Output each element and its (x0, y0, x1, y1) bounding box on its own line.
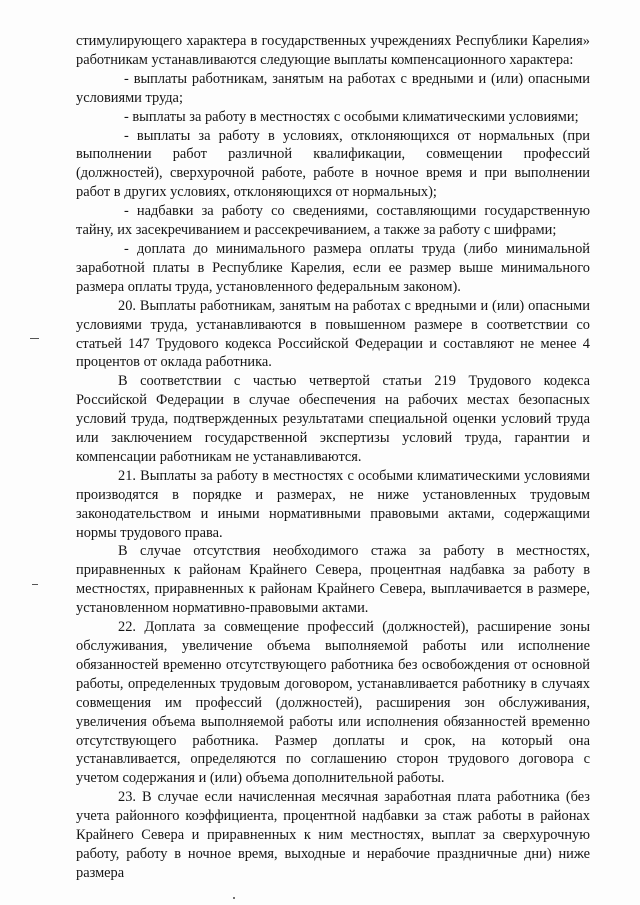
list-item-state-secret: - надбавки за работу со сведениями, составляющими государственную тайну, их засекречиванием и рассекречиванием, а также за работу с шифрами; (76, 203, 590, 239)
scan-mark-left-1 (30, 338, 39, 339)
scan-mark-left-2 (32, 584, 38, 585)
paragraph-21-continued: В случае отсутствия необходимого стажа за работу в местностях, приравненных к районам Крайнего Севера, процентная надбавка за работу в местностях, приравненных к районам Крайнего Севера, выплачивается в размере, установленном нормативно-правовыми актами. (76, 543, 590, 617)
scan-dot-bottom (233, 897, 235, 899)
list-item-minimum-wage: - доплата до минимального размера оплаты труда (либо минимальной заработной платы в Республике Карелия, если ее размер выше минимального размера оплаты труда, установленного федеральным законом). (76, 240, 590, 295)
list-item-harmful-conditions: - выплаты работникам, занятым на работах с вредными и (или) опасными условиями труда; (76, 70, 590, 106)
document-body (76, 32, 590, 883)
list-item-abnormal-conditions: - выплаты за работу в условиях, отклоняющихся от нормальных (при выполнении работ различной квалификации, совмещении профессий (должностей), сверхурочной работе, работе в ночное время и при выполнении работ в других условиях, отклоняющихся от нормальных); (76, 127, 590, 201)
paragraph-23: 23. В случае если начисленная месячная заработная плата работника (без учета районного коэффициента, процентной надбавки за стаж работы в районах Крайнего Севера и приравненных к ним местностях, выплат за сверхурочную работу, работу в ночное время, выходные и нерабочие праздничные дни) ниже размера (76, 789, 590, 881)
list-item-climatic-conditions: - выплаты за работу в местностях с особыми климатическими условиями; (124, 108, 579, 125)
paragraph-21: 21. Выплаты за работу в местностях с особыми климатическими условиями производятся в порядке и размерах, не ниже установленных трудовым законодательством и иными нормативными правовыми актами, содержащими нормы трудового права. (76, 467, 590, 541)
paragraph-intro: стимулирующего характера в государственных учреждениях Республики Карелия» работникам устанавливаются следующие выплаты компенсационного характера: (76, 33, 590, 68)
paragraph-20-continued: В соответствии с частью четвертой статьи 219 Трудового кодекса Российской Федерации в случае обеспечения на рабочих местах безопасных условий труда, подтвержденных результатами специальной оценки условий труда или заключением государственной экспертизы условий труда, гарантии и компенсации работникам не устанавливаются. (76, 373, 590, 465)
paragraph-20: 20. Выплаты работникам, занятым на работах с вредными и (или) опасными условиями труда, устанавливаются в повышенном размере в соответствии со статьей 147 Трудового кодекса Российской Федерации и составляют не менее 4 процентов от оклада работника. (76, 297, 590, 371)
paragraph-22: 22. Доплата за совмещение профессий (должностей), расширение зоны обслуживания, увеличение объема выполняемой работы или исполнение обязанностей временно отсутствующего работника без освобождения от основной работы, определенных трудовым договором, устанавливается работнику в случаях совмещения им профессий (должностей), расширения зон обслуживания, увеличения объема выполняемой работы или исполнения обязанностей временно отсутствующего работника. Размер доплаты и срок, на который она устанавливается, определяются по соглашению сторон трудового договора с учетом содержания и (или) объема дополнительной работы. (76, 619, 590, 787)
